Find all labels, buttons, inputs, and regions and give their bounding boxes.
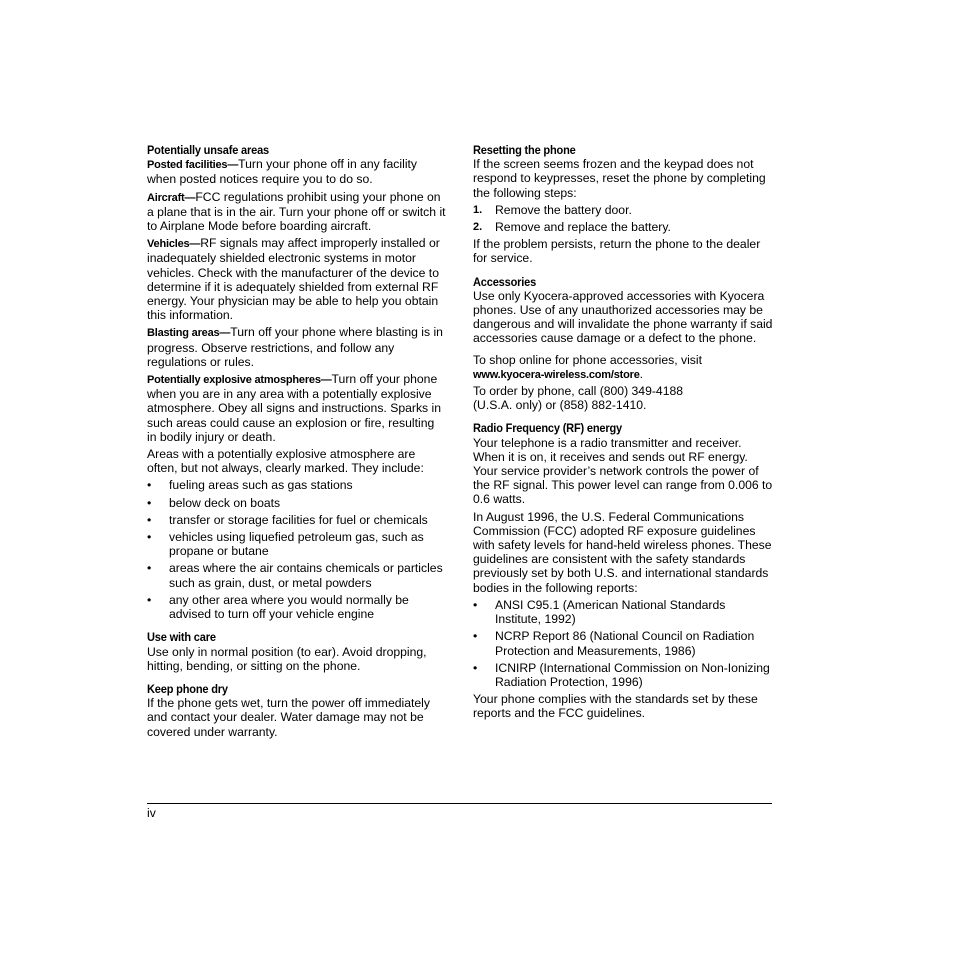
left-column: [147, 143, 447, 742]
para-reset-intro: If the screen seems frozen and the keypad does not respond to keypresses, reset the phone by completing the following steps:: [473, 157, 766, 200]
list-item: • any other area where you would normally be advised to turn off your vehicle engine: [147, 592, 409, 622]
list-item: • transfer or storage facilities for fuel or chemicals: [147, 512, 428, 527]
list-item: 2. Remove and replace the battery.: [473, 220, 671, 235]
list-item: • below deck on boats: [147, 495, 281, 510]
para-use-with-care: Use only in normal position (to ear). Avoid dropping, hitting, bending, or sitting on the phone.: [147, 644, 427, 673]
heading-use-with-care: Use with care: [147, 630, 216, 645]
lead-aircraft: Aircraft—: [147, 191, 196, 204]
para-shop-online: To shop online for phone accessories, visit: [473, 352, 702, 367]
heading-unsafe-areas: Potentially unsafe areas: [147, 143, 269, 157]
lead-posted-facilities: Posted facilities—: [147, 159, 239, 172]
para-vehicles: Vehicles—RF signals may affect improperly installed or inadequately shielded electronic systems in motor vehicles. Check with the manufacturer of the device to determine if it is adequately shielded from external RF energy. Your physician may be able to help you obtain this information.: [147, 236, 440, 323]
list-item: 1. Remove the battery door.: [473, 202, 632, 217]
para-blasting: Blasting areas—Turn off your phone where blasting is in progress. Observe restrictions, and follow any regulations or rules.: [147, 325, 443, 369]
areas-list: [147, 478, 447, 621]
para-rf-1: Your telephone is a radio transmitter and receiver. When it is on, it receives and sends out RF energy. Your service provider’s network controls the power of the RF signal. This power level can range from 0.006 to 0.6 watts.: [473, 435, 773, 507]
heading-resetting-phone: Resetting the phone: [473, 143, 576, 157]
para-areas-intro: Areas with a potentially explosive atmosphere are often, but not always, clearly marked. They include:: [147, 447, 424, 476]
page-number: iv: [147, 806, 156, 820]
list-item: • fueling areas such as gas stations: [147, 478, 353, 493]
heading-rf-energy: Radio Frequency (RF) energy: [473, 421, 623, 436]
footer-rule: [147, 803, 772, 804]
para-explosive: Potentially explosive atmospheres—Turn off your phone when you are in any area with a potentially explosive atmosphere. Obey all signs and instructions. Sparks in such areas could cause an explosion or fire, resulting in bodily injury or death.: [147, 372, 441, 444]
heading-keep-phone-dry: Keep phone dry: [147, 681, 228, 696]
lead-blasting: Blasting areas—: [147, 327, 231, 340]
para-accessories: Use only Kyocera-approved accessories with Kyocera phones. Use of any unauthorized accessories may be dangerous and will invalidate the phone warranty if said accessories cause damage or a defect to the phone.: [473, 288, 773, 346]
reports-list: [473, 598, 773, 689]
para-reset-outro: If the problem persists, return the phone to the dealer for service.: [473, 237, 761, 266]
lead-vehicles: Vehicles—: [147, 238, 201, 251]
list-item: • NCRP Report 86 (National Council on Radiation Protection and Measurements, 1986): [473, 629, 755, 658]
right-column: [473, 143, 773, 724]
lead-explosive: Potentially explosive atmospheres—: [147, 374, 332, 387]
para-order-line-1: To order by phone, call (800) 349-4188: [473, 384, 684, 399]
para-order-line-2: (U.S.A. only) or (858) 882-1410.: [473, 398, 647, 413]
list-item: • areas where the air contains chemicals or particles such as grain, dust, or metal powders: [147, 561, 443, 590]
para-rf-3: Your phone complies with the standards set by these reports and the FCC guidelines.: [473, 692, 758, 721]
para-store-url: www.kyocera-wireless.com/store.: [473, 366, 644, 381]
para-rf-2: In August 1996, the U.S. Federal Communications Commission (FCC) adopted RF exposure guidelines with safety levels for hand-held wireless phones. These guidelines are consistent with the safety standards previously set by both U.S. and international standards bodies in the following reports:: [473, 509, 772, 595]
store-url-link[interactable]: www.kyocera-wireless.com/store: [473, 368, 640, 381]
para-keep-phone-dry: If the phone gets wet, turn the power off immediately and contact your dealer. Water damage may not be covered under warranty.: [147, 696, 430, 739]
heading-accessories: Accessories: [473, 274, 537, 289]
list-item: • ICNIRP (International Commission on Non-Ionizing Radiation Protection, 1996): [473, 660, 770, 689]
para-aircraft: Aircraft—FCC regulations prohibit using your phone on a plane that is in the air. Turn your phone off or switch it to Airplane Mode before boarding aircraft.: [147, 189, 446, 234]
list-item: • ANSI C95.1 (American National Standards Institute, 1992): [473, 597, 726, 627]
para-posted-facilities: Posted facilities—Turn your phone off in any facility when posted notices require you to do so.: [147, 157, 418, 187]
list-item: • vehicles using liquefied petroleum gas, such as propane or butane: [147, 530, 424, 559]
reset-steps-list: [473, 203, 773, 234]
